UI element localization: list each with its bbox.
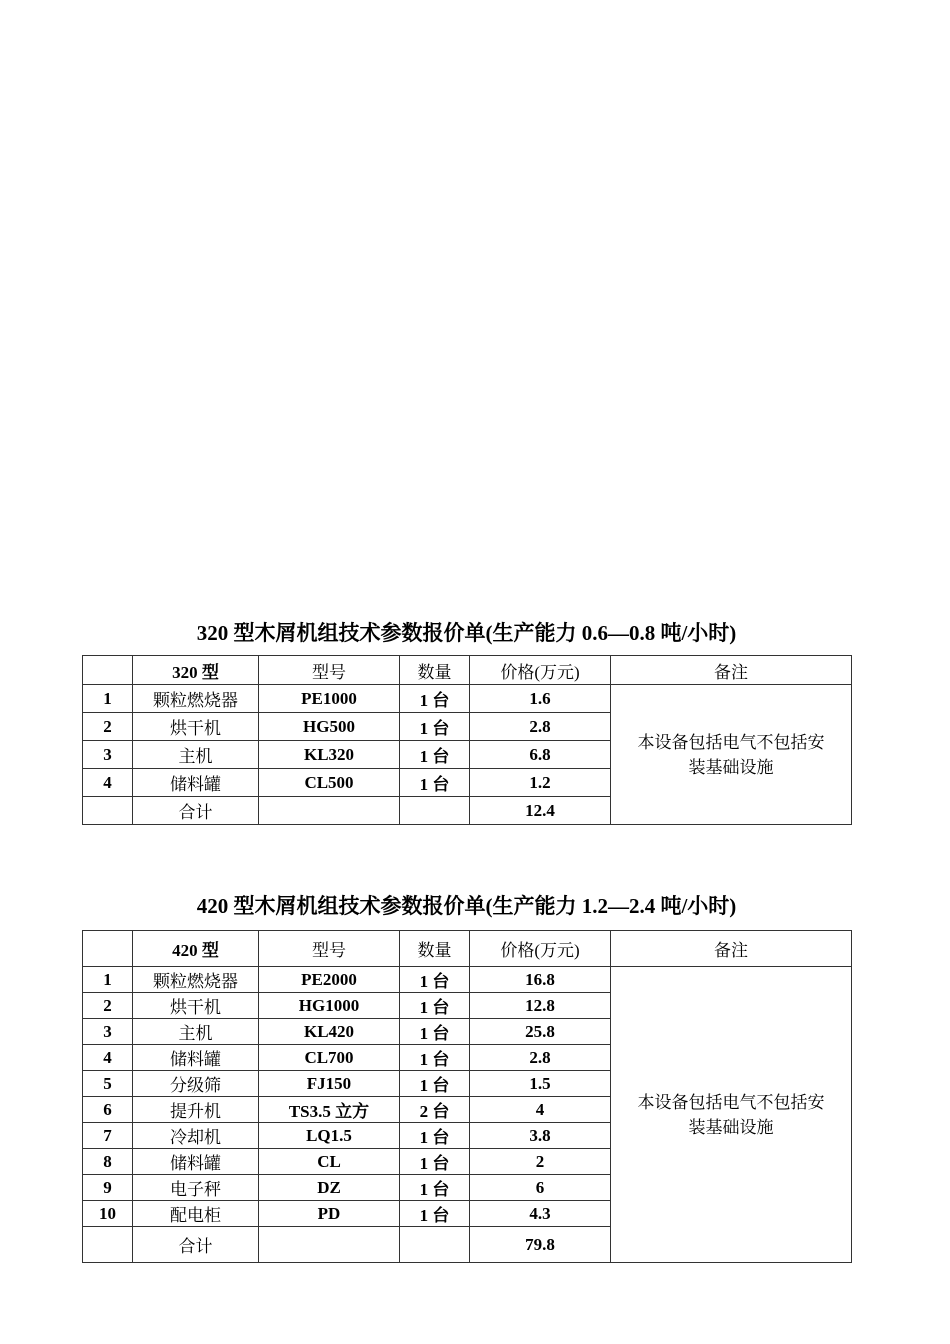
table-title: 420 型木屑机组技术参数报价单(生产能力 1.2—2.4 吨/小时) [196, 894, 737, 918]
row-number: 2 [83, 993, 133, 1019]
model-code: HG1000 [259, 993, 400, 1019]
total-price: 12.4 [470, 797, 611, 825]
row-number: 1 [83, 967, 133, 993]
quantity: 1 台 [400, 1201, 470, 1227]
quantity: 1 台 [400, 685, 470, 713]
header-row [83, 931, 852, 967]
model-code: FJ150 [259, 1071, 400, 1097]
price: 2 [470, 1149, 611, 1175]
header-type: 420 型 [133, 931, 259, 967]
row-number: 2 [83, 713, 133, 741]
price: 2.8 [470, 1045, 611, 1071]
equipment-name: 储料罐 [133, 769, 259, 797]
quantity: 1 台 [400, 1019, 470, 1045]
price: 6.8 [470, 741, 611, 769]
price: 2.8 [470, 713, 611, 741]
quote-section-320 [82, 619, 851, 825]
header-type: 320 型 [133, 656, 259, 685]
equipment-name: 烘干机 [133, 713, 259, 741]
row-number: 9 [83, 1175, 133, 1201]
equipment-name: 颗粒燃烧器 [133, 967, 259, 993]
empty-cell [259, 797, 400, 825]
quantity: 1 台 [400, 1149, 470, 1175]
quantity: 1 台 [400, 1045, 470, 1071]
quantity: 1 台 [400, 741, 470, 769]
empty-cell [83, 1227, 133, 1263]
price: 3.8 [470, 1123, 611, 1149]
model-code: CL500 [259, 769, 400, 797]
header-note: 备注 [611, 931, 852, 967]
model-code: TS3.5 立方 [259, 1097, 400, 1123]
empty-cell [400, 797, 470, 825]
quote-section-420 [82, 892, 851, 1263]
price: 4 [470, 1097, 611, 1123]
equipment-name: 配电柜 [133, 1201, 259, 1227]
empty-cell [83, 797, 133, 825]
model-code: LQ1.5 [259, 1123, 400, 1149]
empty-cell [400, 1227, 470, 1263]
price: 25.8 [470, 1019, 611, 1045]
model-code: HG500 [259, 713, 400, 741]
model-code: KL420 [259, 1019, 400, 1045]
quantity: 1 台 [400, 713, 470, 741]
header-row [83, 656, 852, 685]
price: 4.3 [470, 1201, 611, 1227]
header-qty: 数量 [400, 656, 470, 685]
quantity: 1 台 [400, 769, 470, 797]
total-label: 合计 [133, 797, 259, 825]
equipment-name: 电子秤 [133, 1175, 259, 1201]
quantity: 1 台 [400, 1175, 470, 1201]
row-number: 3 [83, 1019, 133, 1045]
row-number: 4 [83, 769, 133, 797]
price: 1.2 [470, 769, 611, 797]
empty-cell [259, 1227, 400, 1263]
quantity: 1 台 [400, 993, 470, 1019]
row-number: 1 [83, 685, 133, 713]
price: 16.8 [470, 967, 611, 993]
model-code: PE2000 [259, 967, 400, 993]
price: 6 [470, 1175, 611, 1201]
table-title: 320 型木屑机组技术参数报价单(生产能力 0.6—0.8 吨/小时) [196, 621, 737, 645]
header-model: 型号 [259, 656, 400, 685]
quantity: 2 台 [400, 1097, 470, 1123]
model-code: PE1000 [259, 685, 400, 713]
quantity: 1 台 [400, 1071, 470, 1097]
row-number: 4 [83, 1045, 133, 1071]
equipment-name: 颗粒燃烧器 [133, 685, 259, 713]
equipment-name: 储料罐 [133, 1149, 259, 1175]
header-price: 价格(万元) [470, 931, 611, 967]
equipment-name: 冷却机 [133, 1123, 259, 1149]
equipment-name: 提升机 [133, 1097, 259, 1123]
model-code: PD [259, 1201, 400, 1227]
model-code: CL [259, 1149, 400, 1175]
price: 12.8 [470, 993, 611, 1019]
model-code: KL320 [259, 741, 400, 769]
row-number: 5 [83, 1071, 133, 1097]
row-number: 7 [83, 1123, 133, 1149]
quote-table-420 [82, 930, 852, 1263]
equipment-name: 分级筛 [133, 1071, 259, 1097]
row-number: 6 [83, 1097, 133, 1123]
row-number: 8 [83, 1149, 133, 1175]
table-row [83, 685, 852, 713]
header-no [83, 656, 133, 685]
header-qty: 数量 [400, 931, 470, 967]
row-number: 10 [83, 1201, 133, 1227]
equipment-name: 烘干机 [133, 993, 259, 1019]
total-price: 79.8 [470, 1227, 611, 1263]
header-no [83, 931, 133, 967]
table-row [83, 967, 852, 993]
remark-note: 本设备包括电气不包括安装基础设施 [611, 967, 852, 1263]
header-price: 价格(万元) [470, 656, 611, 685]
equipment-name: 储料罐 [133, 1045, 259, 1071]
total-label: 合计 [133, 1227, 259, 1263]
model-code: CL700 [259, 1045, 400, 1071]
equipment-name: 主机 [133, 1019, 259, 1045]
header-model: 型号 [259, 931, 400, 967]
equipment-name: 主机 [133, 741, 259, 769]
price: 1.6 [470, 685, 611, 713]
row-number: 3 [83, 741, 133, 769]
remark-note: 本设备包括电气不包括安装基础设施 [611, 685, 852, 825]
quote-table-320 [82, 655, 852, 825]
model-code: DZ [259, 1175, 400, 1201]
price: 1.5 [470, 1071, 611, 1097]
quantity: 1 台 [400, 1123, 470, 1149]
header-note: 备注 [611, 656, 852, 685]
quantity: 1 台 [400, 967, 470, 993]
